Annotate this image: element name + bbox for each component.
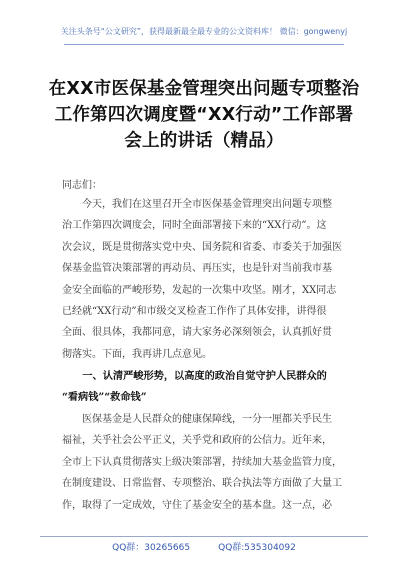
heading-line: “看病钱”“救命钱” (62, 391, 147, 404)
text-line: 福祉，关乎社会公平正义，关乎党和政府的公信力。近年来， (62, 435, 332, 447)
text-line: 治工作第四次调度会，同时全面部署接下来的“XX行动”。这 (62, 220, 327, 232)
text-line: 次会议，既是贯彻落实党中央、国务院和省委、市委关于加强医 (62, 241, 342, 253)
text-line: 今天，我们在这里召开全市医保基金管理突出问题专项整 (62, 199, 332, 210)
title-line: 在XX市医保基金管理突出问题专项整治 (48, 79, 360, 99)
title-line: 工作第四次调度暨“XX行动”工作部署 (54, 105, 354, 125)
text-line: 作，取得了一定成效，守住了基金安全的基本盘。这一点，必 (62, 499, 332, 511)
footer-divider (40, 536, 368, 537)
header-note: 关注头条号“公文研究”，获得最新最全最专业的公文资料库！ 微信：gongwenyj (60, 27, 348, 36)
text-line: 已经就“XX行动”和市级交叉检查工作作了具体安排，讲得很 (62, 306, 327, 318)
footer (0, 540, 408, 553)
heading-line: 一、认清严峻形势，以高度的政治自觉守护人民群众的 (62, 370, 327, 382)
text-line: 医保基金是人民群众的健康保障线，一分一厘都关乎民生 (62, 414, 332, 425)
paragraph-section-one (62, 409, 356, 516)
text-line: 保基金监管决策部署的再动员、再压实，也是针对当前我市基 (62, 263, 332, 275)
footer-qq-group-2: QQ群:535304092 (218, 543, 296, 553)
text-line: 在制度建设、日常监督、专项整治、联合执法等方面做了大量工 (62, 478, 342, 490)
text-line: 全市上下认真贯彻落实上级决策部署，持续加大基金监管力度， (62, 456, 342, 468)
salutation: 同志们： (62, 180, 102, 191)
document-title (40, 76, 368, 154)
text-line: 金安全面临的严峻形势，发起的一次集中攻坚。刚才，XX同志 (62, 284, 337, 296)
footer-qq-group-1: QQ群：30265665 (112, 543, 191, 553)
text-line: 彻落实。下面，我再讲几点意见。 (62, 348, 212, 360)
paragraph-intro (62, 194, 356, 365)
header-divider (64, 44, 344, 45)
section-heading (62, 366, 356, 409)
title-line: 会上的讲话（精品） (124, 131, 284, 151)
text-line: 全面、很具体，我都同意，请大家务必深刻领会，认真抓好贯 (62, 327, 332, 339)
